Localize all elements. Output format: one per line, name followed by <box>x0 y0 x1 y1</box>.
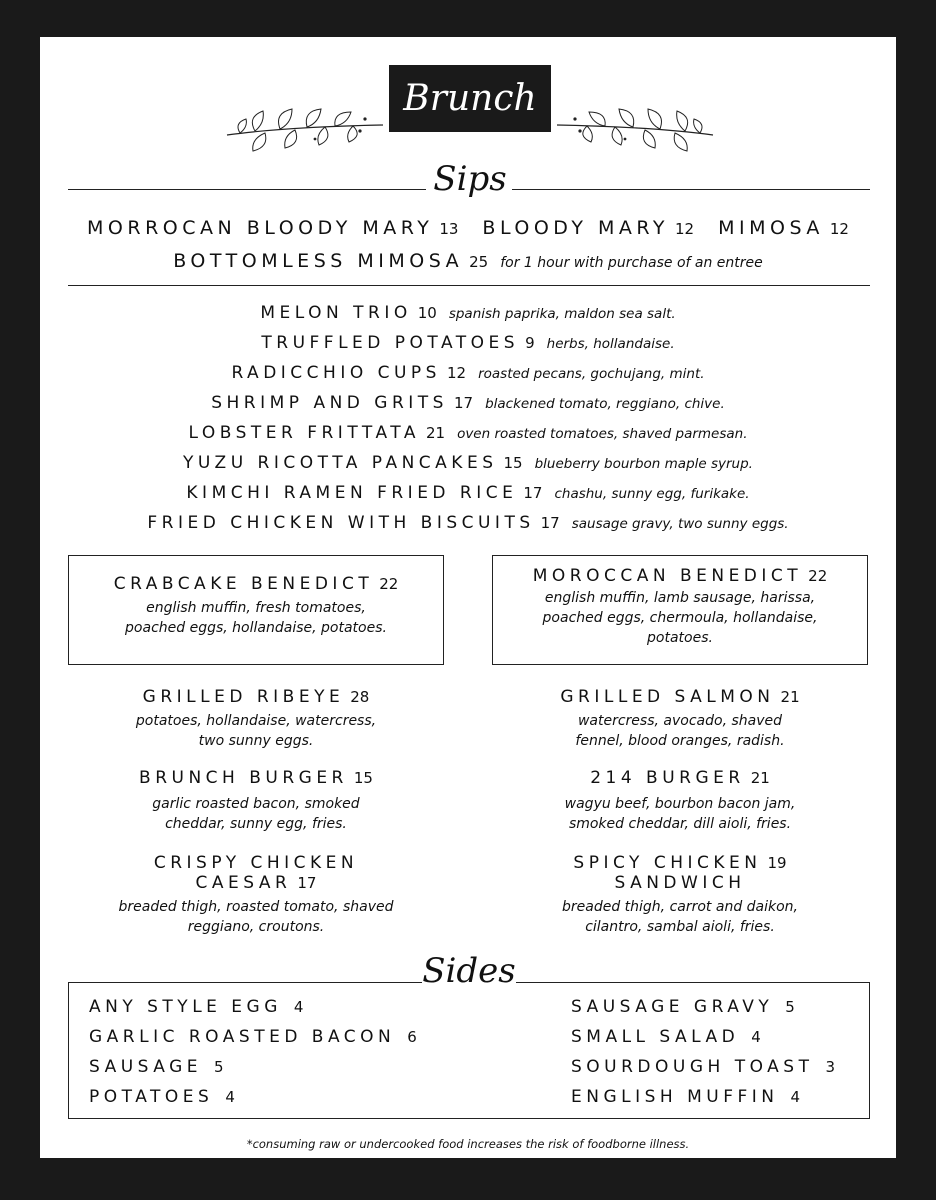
crabcake-benedict-box <box>68 555 444 665</box>
sips-divider-right <box>512 189 870 190</box>
item-desc: poached eggs, chermoula, hollandaise, <box>542 610 818 626</box>
item-name: GRILLED SALMON <box>560 687 775 707</box>
drink-note: for 1 hour with purchase of an entree <box>500 255 763 271</box>
sides-heading: Sides <box>422 951 516 991</box>
sips-line-1 <box>40 217 896 239</box>
side-price: 4 <box>293 998 304 1016</box>
item-price: 12 <box>446 364 467 382</box>
item-desc: chashu, sunny egg, furikake. <box>554 486 750 502</box>
grilled-salmon-item <box>492 687 868 751</box>
item-price: 17 <box>540 514 560 532</box>
item-desc: cheddar, sunny egg, fries. <box>165 816 347 832</box>
small-plate-item <box>40 483 896 503</box>
item-desc: potatoes, hollandaise, watercress, <box>135 713 377 729</box>
side-name: ANY STYLE EGG <box>89 997 282 1017</box>
small-plate-item <box>40 513 896 533</box>
item-desc: garlic roasted bacon, smoked <box>152 796 360 812</box>
grilled-ribeye-item <box>68 687 444 751</box>
item-desc: oven roasted tomatoes, shaved parmesan. <box>457 426 748 442</box>
item-price: 21 <box>425 424 446 442</box>
item-desc: poached eggs, hollandaise, potatoes. <box>125 620 387 636</box>
item-name: GRILLED RIBEYE <box>142 687 345 707</box>
item-name: MOROCCAN BENEDICT <box>532 566 803 586</box>
item-desc: english muffin, fresh tomatoes, <box>146 600 366 616</box>
drink-price: 12 <box>675 220 695 238</box>
item-desc: herbs, hollandaise. <box>546 336 675 352</box>
side-price: 3 <box>825 1058 836 1076</box>
food-safety-disclaimer: *consuming raw or undercooked food increases the risk of foodborne illness. <box>246 1137 690 1151</box>
item-name: RADICCHIO CUPS <box>231 363 441 383</box>
item-desc: potatoes. <box>647 630 713 646</box>
item-price: 21 <box>780 688 800 706</box>
item-desc: watercress, avocado, shaved <box>577 713 783 729</box>
drink-name: MORROCAN BLOODY MARY <box>87 217 434 239</box>
item-name: BRUNCH BURGER <box>139 768 348 788</box>
item-desc: breaded thigh, roasted tomato, shaved <box>118 899 394 915</box>
drink-price: 12 <box>829 220 849 238</box>
item-price: 19 <box>767 854 787 872</box>
item-name: KIMCHI RAMEN FRIED RICE <box>186 483 518 503</box>
side-name: SAUSAGE <box>89 1057 203 1077</box>
side-name: SAUSAGE GRAVY <box>571 997 774 1017</box>
side-name: POTATOES <box>89 1087 214 1107</box>
item-desc: blackened tomato, reggiano, chive. <box>485 396 725 412</box>
small-plate-item <box>40 363 896 383</box>
brunch-title-box <box>389 65 551 132</box>
sides-left-list <box>89 997 417 1117</box>
drink-name: BLOODY MARY <box>482 217 669 239</box>
item-price: 22 <box>379 575 399 593</box>
item-desc: sausage gravy, two sunny eggs. <box>571 516 789 532</box>
item-name: LOBSTER FRITTATA <box>188 423 420 443</box>
sips-bottom-divider <box>68 285 870 286</box>
page-title: Brunch <box>403 78 537 119</box>
item-price: 9 <box>525 334 535 352</box>
small-plate-item <box>40 303 896 323</box>
side-price: 4 <box>225 1088 235 1106</box>
side-name: ENGLISH MUFFIN <box>571 1087 779 1107</box>
small-plate-item <box>40 453 896 473</box>
item-desc: blueberry bourbon maple syrup. <box>534 456 753 472</box>
sips-line-2 <box>40 250 896 272</box>
item-name: MELON TRIO <box>260 303 412 323</box>
item-desc: smoked cheddar, dill aioli, fries. <box>568 816 792 832</box>
item-desc: two sunny eggs. <box>198 733 314 749</box>
item-desc: breaded thigh, carrot and daikon, <box>561 899 799 915</box>
small-plate-item <box>40 423 896 443</box>
drink-price: 13 <box>439 220 459 238</box>
side-name: GARLIC ROASTED BACON <box>89 1027 396 1047</box>
sips-divider-left <box>68 189 426 190</box>
small-plate-item <box>40 393 896 413</box>
item-price: 17 <box>453 394 474 412</box>
sips-heading: Sips <box>433 159 507 199</box>
item-desc: spanish paprika, maldon sea salt. <box>448 306 676 322</box>
item-name: CRISPY CHICKEN <box>153 853 359 873</box>
item-price: 17 <box>297 874 317 892</box>
sides-right-list <box>571 997 835 1117</box>
brunch-burger-item <box>68 768 444 834</box>
side-price: 4 <box>790 1088 801 1106</box>
item-name: CAESAR <box>195 873 292 893</box>
spicy-chicken-sandwich-item <box>492 853 868 937</box>
item-name: YUZU RICOTTA PANCAKES <box>183 453 498 473</box>
item-name: SANDWICH <box>614 873 746 893</box>
moroccan-benedict-box <box>492 555 868 665</box>
side-name: SOURDOUGH TOAST <box>571 1057 814 1077</box>
crispy-chicken-caesar-item <box>68 853 444 937</box>
item-desc: english muffin, lamb sausage, harissa, <box>544 590 816 606</box>
side-name: SMALL SALAD <box>571 1027 740 1047</box>
side-price: 5 <box>214 1058 224 1076</box>
item-name: 214 BURGER <box>590 768 745 788</box>
side-price: 5 <box>785 998 795 1016</box>
item-name: CRABCAKE BENEDICT <box>113 574 374 594</box>
left-laurel-icon <box>225 97 385 153</box>
item-price: 15 <box>353 769 373 787</box>
214-burger-item <box>492 768 868 834</box>
item-price: 28 <box>350 688 370 706</box>
side-price: 6 <box>407 1028 417 1046</box>
item-price: 15 <box>503 454 523 472</box>
drink-name: BOTTOMLESS MIMOSA <box>173 250 464 272</box>
item-desc: wagyu beef, bourbon bacon jam, <box>564 796 796 812</box>
item-desc: fennel, blood oranges, radish. <box>575 733 785 749</box>
right-laurel-icon <box>555 97 715 153</box>
sides-box <box>68 982 870 1119</box>
item-price: 21 <box>750 769 770 787</box>
menu-page <box>40 37 896 1158</box>
item-desc: reggiano, croutons. <box>187 919 325 935</box>
item-name: FRIED CHICKEN WITH BISCUITS <box>147 513 535 533</box>
item-name: TRUFFLED POTATOES <box>261 333 520 353</box>
item-name: SHRIMP AND GRITS <box>211 393 448 413</box>
item-price: 17 <box>523 484 543 502</box>
side-price: 4 <box>751 1028 761 1046</box>
item-price: 10 <box>417 304 437 322</box>
item-price: 22 <box>808 567 828 585</box>
small-plate-item <box>40 333 896 353</box>
drink-price: 25 <box>469 253 489 271</box>
item-desc: cilantro, sambal aioli, fries. <box>585 919 775 935</box>
item-desc: roasted pecans, gochujang, mint. <box>478 366 705 382</box>
drink-name: MIMOSA <box>718 217 824 239</box>
item-name: SPICY CHICKEN <box>573 853 762 873</box>
